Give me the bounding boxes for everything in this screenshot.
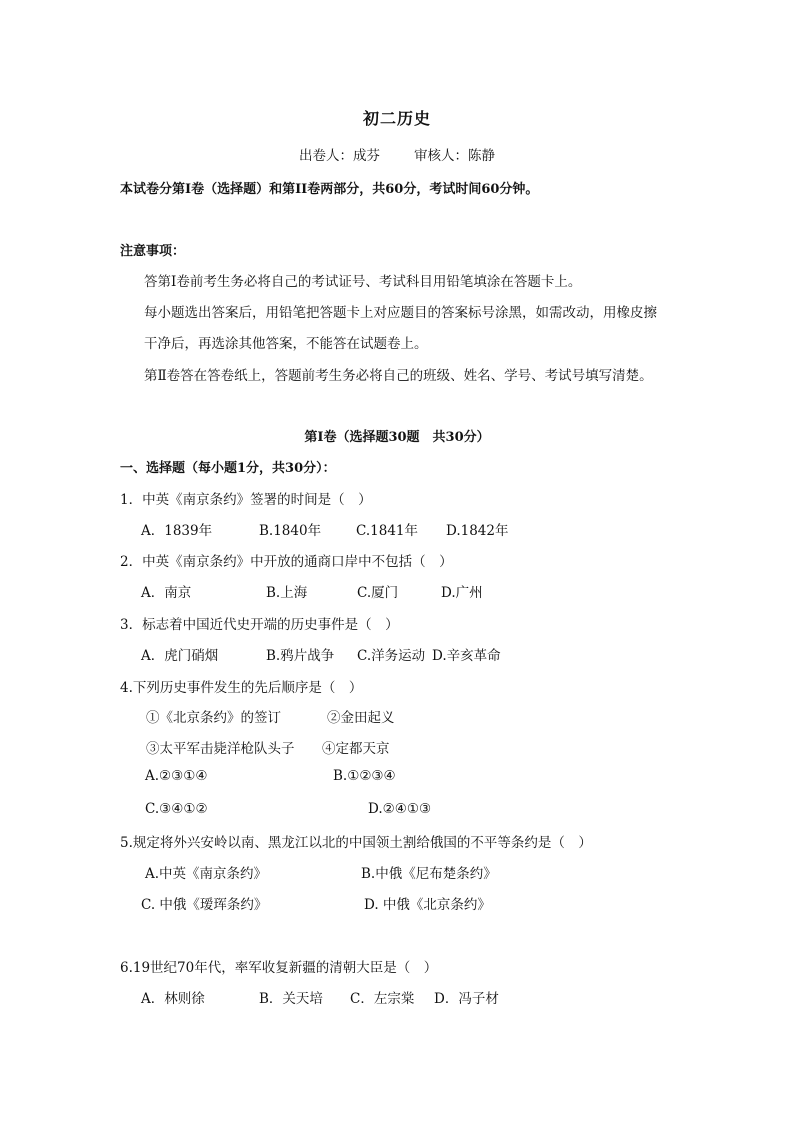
event-item: ④定都天京	[322, 741, 390, 757]
option: C.1841年	[356, 523, 418, 539]
authors-line	[0, 144, 794, 164]
question-stem: 2．中英《南京条约》中开放的通商口岸中不包括（ ）	[120, 554, 453, 570]
option: D.辛亥革命	[432, 648, 501, 664]
option: A．1839年	[141, 523, 213, 539]
option: B．关天培	[259, 991, 323, 1007]
part1-title: 第Ⅰ卷（选择题30题 共30分）	[304, 430, 490, 445]
note-line: 每小题选出答案后，用铅笔把答题卡上对应题目的答案标号涂黑，如需改动，用橡皮擦	[144, 305, 657, 321]
option: C．左宗棠	[350, 991, 415, 1007]
note-line: 干净后，再选涂其他答案，不能答在试题卷上。	[144, 336, 428, 352]
page-title: 初二历史	[362, 109, 431, 128]
option: D．冯子材	[434, 991, 499, 1007]
option: B.中俄《尼布楚条约》	[361, 866, 497, 882]
option: A．虎门硝烟	[141, 648, 219, 664]
question-stem: 6.19世纪70年代，率军收复新疆的清朝大臣是（ ）	[120, 960, 438, 976]
question-stem: 4.下列历史事件发生的先后顺序是（ ）	[120, 680, 363, 696]
section-heading: 一、选择题（每小题1分，共30分）：	[120, 461, 336, 476]
option: A.②③①④	[145, 768, 208, 784]
option: B.1840年	[259, 523, 322, 539]
option: C. 中俄《瑷珲条约》	[141, 897, 268, 913]
option: B.上海	[266, 585, 308, 601]
option: D.广州	[441, 585, 483, 601]
event-item: ③太平军击毙洋枪队头子	[146, 741, 295, 757]
option: C.洋务运动	[357, 648, 426, 664]
event-item: ①《北京条约》的签订	[146, 710, 281, 726]
option: B.鸦片战争	[266, 648, 335, 664]
option: A．林则徐	[141, 991, 205, 1007]
notes-heading: 注意事项：	[120, 244, 186, 259]
option: A．南京	[141, 585, 192, 601]
setter: 出卷人：成芬	[299, 148, 380, 164]
question-stem: 5.规定将外兴安岭以南、黑龙江以北的中国领土割给俄国的不平等条约是（ ）	[120, 835, 592, 851]
option: A.中英《南京条约》	[145, 866, 268, 882]
option: B.①②③④	[333, 768, 396, 784]
option: C.厦门	[357, 585, 399, 601]
intro-text: 本试卷分第Ⅰ卷（选择题）和第II卷两部分，共60分，考试时间60分钟。	[120, 182, 539, 197]
option: C.③④①②	[145, 801, 208, 817]
option: D. 中俄《北京条约》	[364, 897, 491, 913]
option: D.②④①③	[368, 801, 432, 817]
event-item: ②金田起义	[327, 710, 395, 726]
note-line: 第Ⅱ卷答在答卷纸上，答题前考生务必将自己的班级、姓名、学号、考试号填写清楚。	[144, 368, 653, 384]
question-stem: 1．中英《南京条约》签署的时间是（ ）	[120, 492, 372, 508]
option: D.1842年	[446, 523, 509, 539]
note-line: 答第Ⅰ卷前考生务必将自己的考试证号、考试科目用铅笔填涂在答题卡上。	[144, 274, 582, 290]
question-stem: 3．标志着中国近代史开端的历史事件是（ ）	[120, 617, 399, 633]
reviewer: 审核人：陈静	[414, 148, 495, 164]
